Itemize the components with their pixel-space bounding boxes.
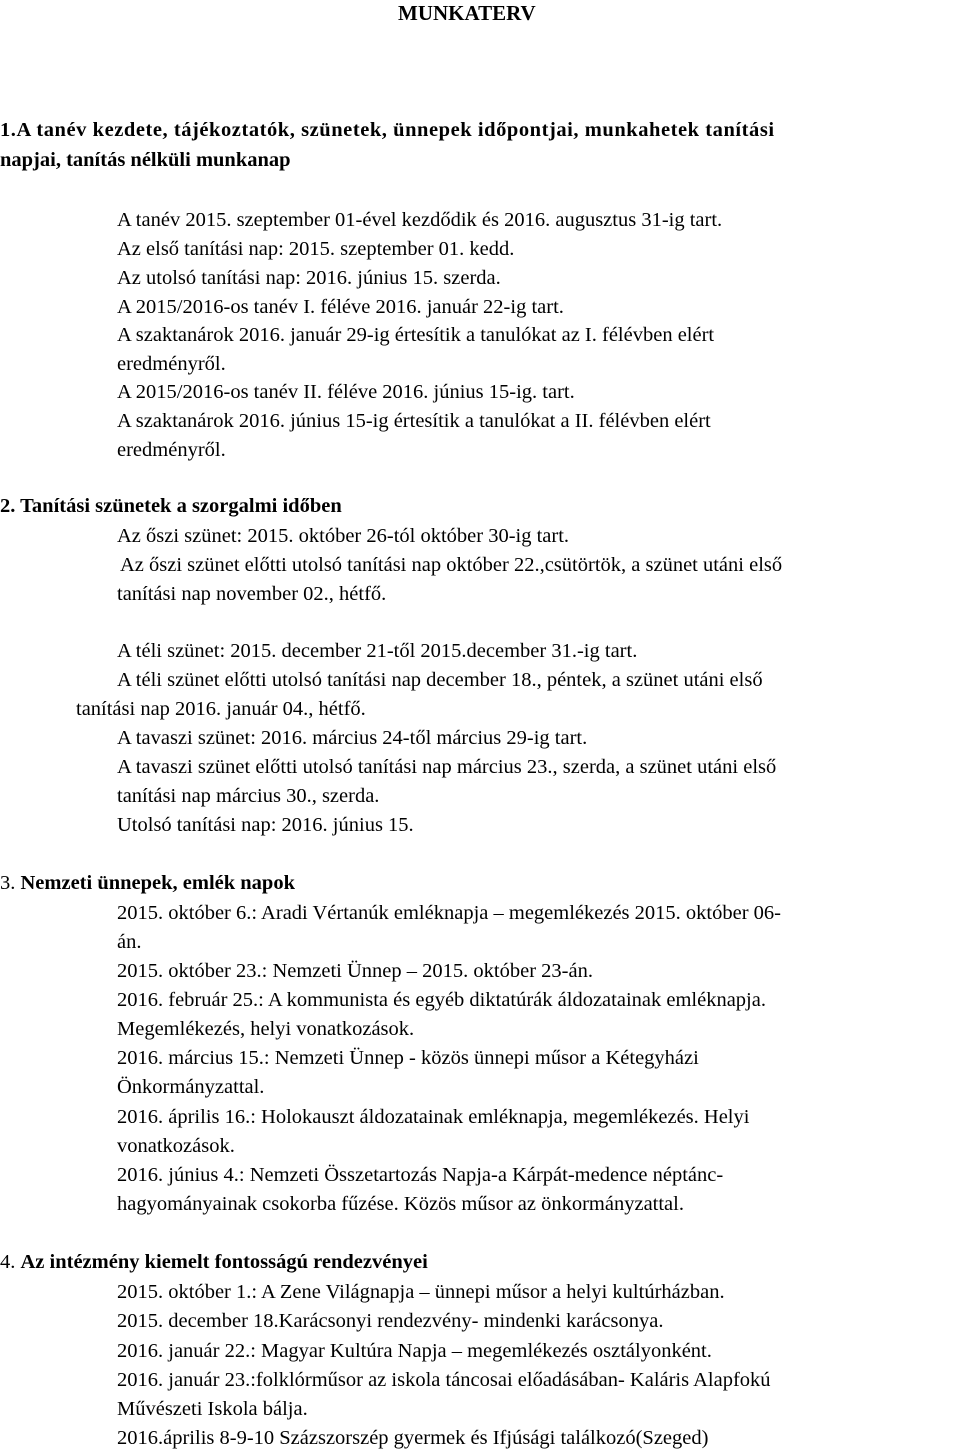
section-2-line: A téli szünet előtti utolsó tanítási nap december 18., péntek, a szünet utáni első <box>117 669 763 691</box>
section-3-line: 2015. október 23.: Nemzeti Ünnep – 2015. október 23-án. <box>117 960 593 982</box>
section-4-line: 2016. január 23.:folklórműsor az iskola táncosai előadásában- Kaláris Alapfokú <box>117 1369 771 1391</box>
section-3-title: Nemzeti ünnepek, emlék napok <box>20 872 295 894</box>
section-3-line: 2016. június 4.: Nemzeti Összetartozás Napja-a Kárpát-medence néptánc- <box>117 1164 724 1186</box>
section-3-line: án. <box>117 931 142 953</box>
section-3-heading <box>0 870 295 896</box>
section-1-line: A szaktanárok 2016. június 15-ig értesítik a tanulókat a II. félévben elért <box>117 410 711 432</box>
section-1-line: A 2015/2016-os tanév I. féléve 2016. január 22-ig tart. <box>117 296 564 318</box>
section-4-line: 2015. december 18.Karácsonyi rendezvény- mindenki karácsonya. <box>117 1310 664 1332</box>
section-4-line: Művészeti Iskola bálja. <box>117 1398 308 1420</box>
section-1-heading-line-2: napjai, tanítás nélküli munkanap <box>0 149 291 171</box>
section-4-number: 4. <box>0 1251 16 1273</box>
section-3-line: Önkormányzattal. <box>117 1076 265 1098</box>
section-2-line: Utolsó tanítási nap: 2016. június 15. <box>117 814 414 836</box>
section-3-line: vonatkozások. <box>117 1135 235 1157</box>
section-2-line: Az őszi szünet: 2015. október 26-tól október 30-ig tart. <box>117 525 570 547</box>
section-3-line: Megemlékezés, helyi vonatkozások. <box>117 1018 415 1040</box>
document-title: MUNKATERV <box>398 1 536 25</box>
section-2-line: Az őszi szünet előtti utolsó tanítási nap október 22.,csütörtök, a szünet utáni első <box>120 554 783 576</box>
section-1-line: A szaktanárok 2016. január 29-ig értesítik a tanulókat az I. félévben elért <box>117 324 715 346</box>
section-4-heading <box>0 1249 428 1275</box>
section-1-line: A tanév 2015. szeptember 01-ével kezdődik és 2016. augusztus 31-ig tart. <box>117 209 723 231</box>
section-4-title: Az intézmény kiemelt fontosságú rendezvényei <box>20 1251 428 1273</box>
section-1-heading-line-1: 1.A tanév kezdete, tájékoztatók, szünetek, ünnepek időpontjai, munkahetek tanítási <box>0 119 775 141</box>
section-3-line: hagyományainak csokorba fűzése. Közös műsor az önkormányzattal. <box>117 1193 684 1215</box>
section-4-line: 2016. január 22.: Magyar Kultúra Napja – megemlékezés osztályonként. <box>117 1340 712 1362</box>
section-1-line: A 2015/2016-os tanév II. féléve 2016. június 15-ig. tart. <box>117 381 575 403</box>
section-2-line: A tavaszi szünet: 2016. március 24-től március 29-ig tart. <box>117 727 588 749</box>
section-2-number: 2. <box>0 495 16 517</box>
section-1-line: Az első tanítási nap: 2015. szeptember 01. kedd. <box>117 238 515 260</box>
section-2-heading <box>0 493 342 519</box>
section-2-line: A tavaszi szünet előtti utolsó tanítási nap március 23., szerda, a szünet utáni első <box>117 756 777 778</box>
section-3-line: 2016. április 16.: Holokauszt áldozatainak emléknapja, megemlékezés. Helyi <box>117 1106 750 1128</box>
section-4-line: 2015. október 1.: A Zene Világnapja – ünnepi műsor a helyi kultúrházban. <box>117 1281 725 1303</box>
section-1-line: eredményről. <box>117 353 226 375</box>
section-3-line: 2016. február 25.: A kommunista és egyéb diktatúrák áldozatainak emléknapja. <box>117 989 766 1011</box>
section-3-number: 3. <box>0 872 16 894</box>
section-2-line: tanítási nap 2016. január 04., hétfő. <box>76 698 366 720</box>
section-1-line: eredményről. <box>117 439 226 461</box>
section-2-line: tanítási nap november 02., hétfő. <box>117 583 387 605</box>
section-2-line: A téli szünet: 2015. december 21-től 2015.december 31.-ig tart. <box>117 640 638 662</box>
section-4-line: 2016.április 8-9-10 Százszorszép gyermek és Ifjúsági találkozó(Szeged) <box>117 1427 709 1449</box>
section-1-line: Az utolsó tanítási nap: 2016. június 15. szerda. <box>117 267 501 289</box>
section-3-line: 2015. október 6.: Aradi Vértanúk emléknapja – megemlékezés 2015. október 06- <box>117 902 781 924</box>
section-3-line: 2016. március 15.: Nemzeti Ünnep - közös ünnepi műsor a Kétegyházi <box>117 1047 699 1069</box>
section-2-title: Tanítási szünetek a szorgalmi időben <box>20 495 342 517</box>
section-2-line: tanítási nap március 30., szerda. <box>117 785 380 807</box>
